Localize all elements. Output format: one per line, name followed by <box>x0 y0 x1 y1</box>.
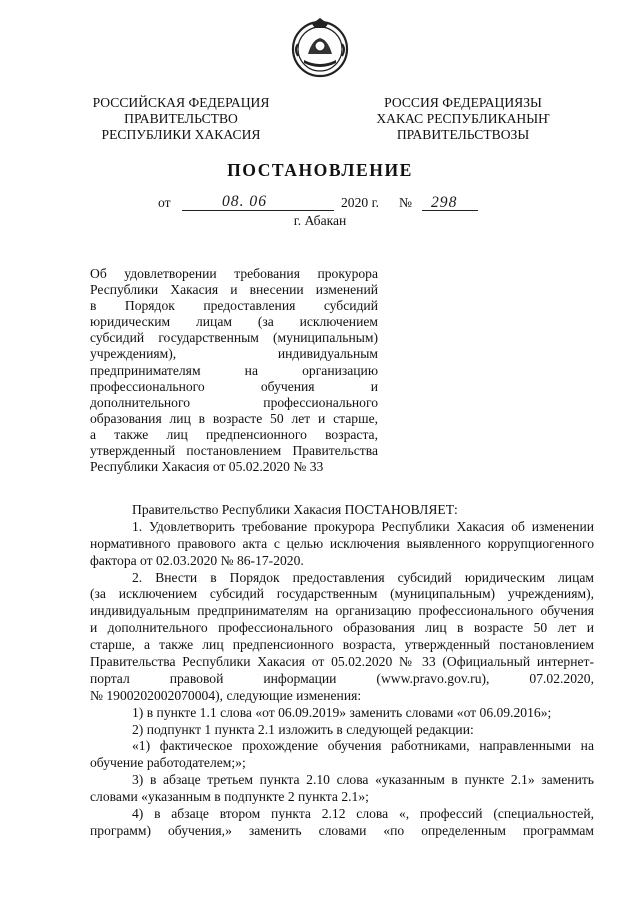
document-title: ПОСТАНОВЛЕНИЕ <box>227 160 413 180</box>
city-name: г. Абакан <box>293 213 347 228</box>
body-line: Правительства Республики Хакасия от 05.02.2020 № 33 (Официальный интернет- <box>90 654 594 670</box>
header-left-line: РОССИЙСКАЯ ФЕДЕРАЦИЯ <box>92 95 270 110</box>
subject-line: Об удовлетворении требования прокурора <box>90 266 378 281</box>
body-line: фактора от 02.03.2020 № 86-17-2020. <box>90 552 304 568</box>
subject-line: предпринимателям на организацию <box>90 362 378 378</box>
header-left <box>92 95 270 143</box>
header-right-line: ХАКАС РЕСПУБЛИКАНЫҤ <box>376 111 550 126</box>
subject-line: Республики Хакасия и внесении изменений <box>90 282 378 298</box>
header-left-line: ПРАВИТЕЛЬСТВО <box>124 111 238 126</box>
body-line: (за исключением субсидий государственным (муниципальным) учреждениям), <box>90 586 594 602</box>
body-line: Правительство Республики Хакасия ПОСТАНОВЛЯЕТ: <box>132 502 458 517</box>
subject-line: утвержденный постановлением Правительства <box>90 443 378 459</box>
body-line: и дополнительного профессионального образования лиц в возрасте 50 лет и <box>90 620 594 636</box>
subject-line: юридическим лицам (за исключением <box>90 314 378 330</box>
body-line: № 1900202002070004), следующие изменения: <box>90 687 362 703</box>
date-year: 2020 г. <box>341 195 380 210</box>
body-line: 2. Внести в Порядок предоставления субсидий юридическим лицам <box>132 569 594 585</box>
subject-line: а также лиц предпенсионного возраста, <box>90 426 378 442</box>
handwritten-number: 298 <box>431 194 458 211</box>
subject-line: профессионального обучения и <box>90 378 378 394</box>
body-line: 1. Удовлетворить требование прокурора Республики Хакасия об изменении <box>132 518 594 534</box>
subject-line: дополнительного профессионального <box>90 394 378 410</box>
body-line: программ) обучения,» заменить словами «по определенным программам <box>90 822 594 838</box>
subject-line: Республики Хакасия от 05.02.2020 № 33 <box>90 459 324 475</box>
body-line: индивидуальным предпринимателям на организацию профессионального обучения <box>90 603 594 619</box>
subject-line: учреждениям), индивидуальным <box>90 346 378 362</box>
date-prefix: от <box>158 195 171 210</box>
body-line: нормативного правового акта с целью исключения выявленного коррупциогенного <box>90 535 594 551</box>
body-line: старше, а также лиц предпенсионного возраста, утвержденный постановлением <box>90 637 594 653</box>
document-subject <box>90 266 378 475</box>
body-line: 3) в абзаце третьем пункта 2.10 слова «указанным в пункте 2.1» заменить <box>132 772 594 788</box>
body-line: 1) в пункте 1.1 слова «от 06.09.2019» заменить словами «от 06.09.2016»; <box>132 704 552 720</box>
body-line: обучение работодателем;»; <box>90 755 246 771</box>
header-right-line: РОССИЯ ФЕДЕРАЦИЯЗЫ <box>384 95 542 110</box>
coat-of-arms-emblem <box>290 16 350 80</box>
date-number-line <box>0 195 640 215</box>
header-right-line: ПРАВИТЕЛЬСТВОЗЫ <box>396 127 530 142</box>
subject-line: в Порядок предоставления субсидий <box>90 298 378 314</box>
body-line: портал правовой информации (www.pravo.gov.ru), 07.02.2020, <box>90 670 594 686</box>
body-line: 4) в абзаце втором пункта 2.12 слова «, профессий (специальностей, <box>132 806 594 822</box>
body-line: словами «указанным в подпункте 2 пункта 2.1»; <box>90 789 369 805</box>
subject-line: образования лиц в возрасте 50 лет и старше, <box>90 410 378 426</box>
header-right <box>372 95 554 143</box>
handwritten-date: 08. 06 <box>222 193 267 210</box>
body-line: 2) подпункт 1 пункта 2.1 изложить в следующей редакции: <box>132 721 474 737</box>
subject-line: субсидий государственным (муниципальным) <box>90 330 378 346</box>
number-sign: № <box>399 195 412 210</box>
body-line: «1) фактическое прохождение обучения работниками, направленными на <box>132 738 594 754</box>
document-body <box>90 502 594 840</box>
header-left-line: РЕСПУБЛИКИ ХАКАСИЯ <box>101 127 261 142</box>
